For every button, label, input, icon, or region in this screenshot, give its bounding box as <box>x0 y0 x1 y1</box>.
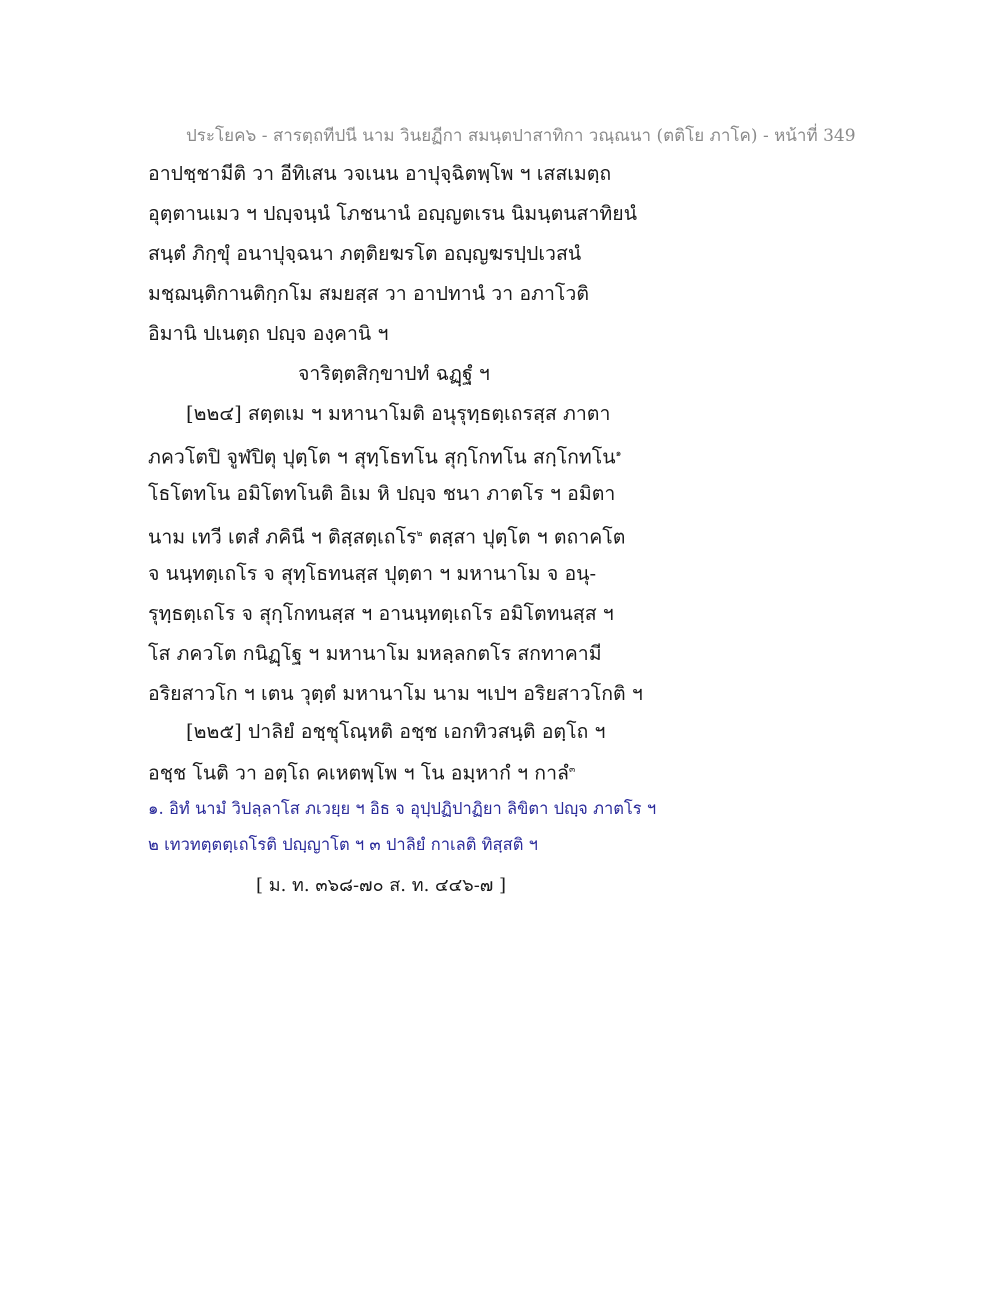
text-line: รุทฺธตฺเถโร จ สุกฺโกทนสฺส ฯ อานนฺทตฺเถโร อมิโตทนสฺส ฯ <box>148 602 614 625</box>
text-line: [๒๒๔] สตฺตเม ฯ มหานาโมติ อนุรุทฺธตฺเถรสฺส ภาตา <box>186 402 611 425</box>
text-segment: ภควโตปิ จูฬปิตุ ปุตฺโต ฯ สุทฺโธทโน สุกฺโกทโน สกฺโกทโน <box>148 445 616 469</box>
footnote: ๒ เทวทตฺตตฺเถโรติ ปญฺญาโต ฯ ๓ ปาลิยํ กาเลติ ทิสฺสติ ฯ <box>148 835 538 854</box>
reference: [ ม. ท. ๓๖๘-๗๐ ส. ท. ๔๔๖-๗ ] <box>256 875 507 896</box>
footnote-marker: ๑ <box>615 449 622 459</box>
text-segment: ตสฺสา ปุตฺโต ฯ ตถาคโต <box>428 525 626 549</box>
text-line: จ นนฺทตฺเถโร จ สุทฺโธทนสฺส ปุตฺตา ฯ มหานาโม จ อนุ- <box>148 562 597 585</box>
footnote: ๑. อิทํ นามํ วิปลฺลาโส ภเวยฺย ฯ อิธ จ อุปฺปฏิปาฏิยา ลิขิตา ปญฺจ ภาตโร ฯ <box>148 799 657 818</box>
footnote-marker: ๒ <box>416 529 423 539</box>
text-line: โส ภควโต กนิฏฺโฐ ฯ มหานาโม มหลฺลกตโร สกทาคามี <box>148 642 602 665</box>
text-line: มชฺฌนฺติกานติกฺกโม สมยสฺส วา อาปทานํ วา อภาโวติ <box>148 282 589 305</box>
text-segment: นาม เทวี เตสํ ภคินี ฯ ติสฺสตฺเถโร <box>148 525 417 549</box>
footnote-marker: ๓ <box>568 765 576 775</box>
text-line: [๒๒๕] ปาลิยํ อชฺชุโณฺหติ อชฺช เอกทิวสนฺติ อตฺโถ ฯ <box>186 720 606 743</box>
text-line: อริยสาวโก ฯ เตน วุตฺตํ มหานาโม นาม ฯเปฯ อริยสาวโกติ ฯ <box>148 682 643 705</box>
text-segment: อชฺช โนติ วา อตฺโถ คเหตพฺโพ ฯ โน อมฺหากํ ฯ กาลํ <box>148 761 569 785</box>
text-line <box>148 520 625 552</box>
text-line: อุตฺตานเมว ฯ ปญฺจนฺนํ โภชนานํ อญฺญตเรน นิมนฺตนสาทิยนํ <box>148 202 638 225</box>
text-line <box>148 756 575 788</box>
text-line: อิมานิ ปเนตฺถ ปญฺจ องฺคานิ ฯ <box>148 322 389 345</box>
text-line: โธโตทโน อมิโตทโนติ อิเม หิ ปญฺจ ชนา ภาตโร ฯ อมิตา <box>148 482 616 505</box>
text-line: สนฺตํ ภิกฺขุํ อนาปุจฺฉนา ภตฺติยฆรโต อญฺญฆรปฺปเวสนํ <box>148 242 582 265</box>
text-line: อาปชฺชามีติ วา อีทิเสน วจเนน อาปุจฺฉิตพฺโพ ฯ เสสเมตฺถ <box>148 162 612 185</box>
section-title: จาริตฺตสิกฺขาปทํ ฉฏฺฐํ ฯ <box>298 362 490 385</box>
text-line <box>148 440 621 472</box>
page-header: ประโยค๖ - สารตฺถทีปนี นาม วินยฏีกา สมนฺตปาสาทิกา วณฺณนา (ตติโย ภาโค) - หน้าที่ 349 <box>186 126 856 146</box>
